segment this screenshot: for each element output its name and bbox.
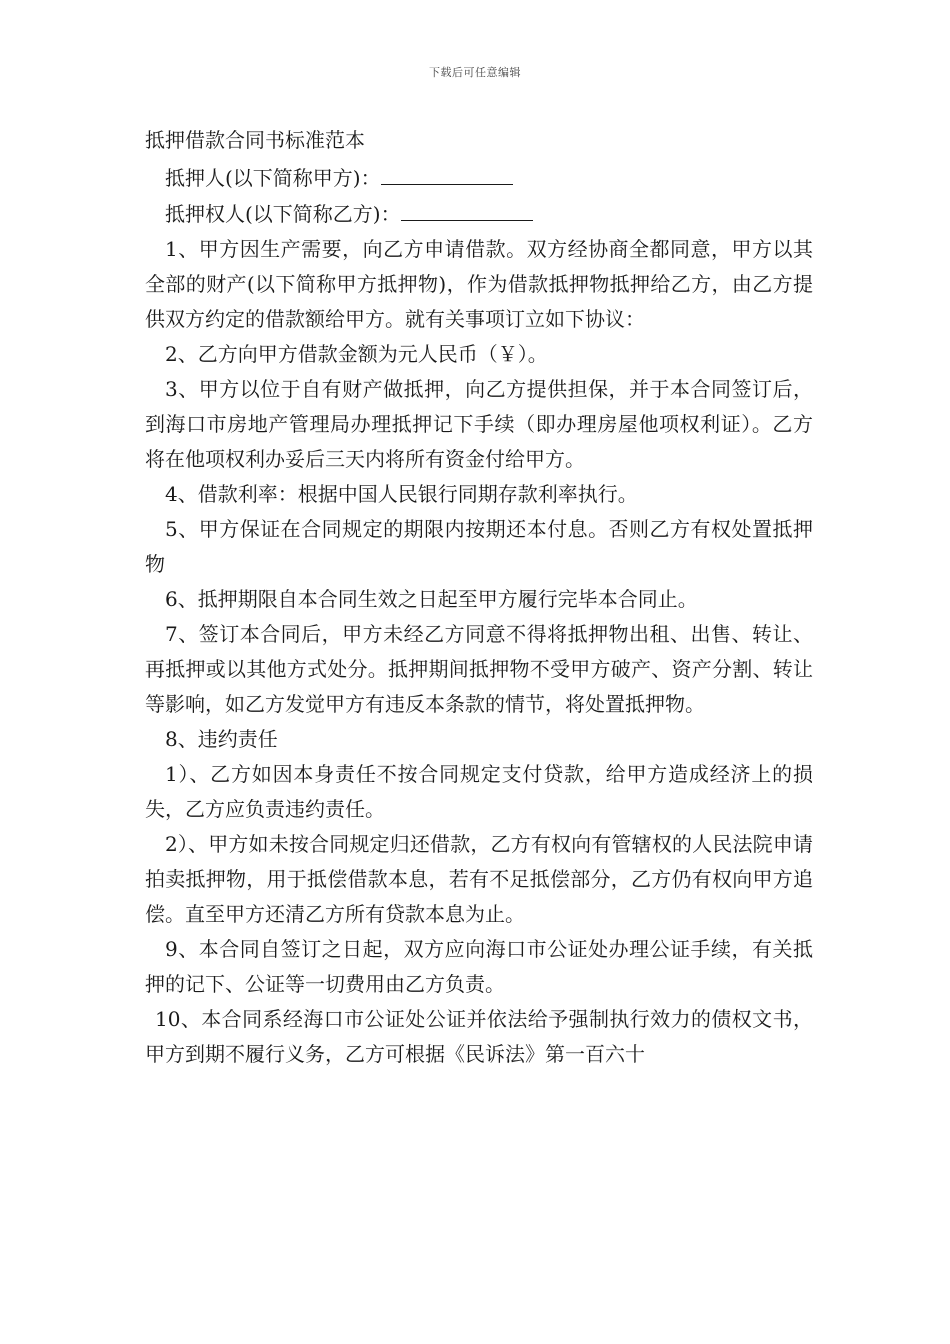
- party-mortgagor-blank: [381, 164, 513, 185]
- clause-8-2: 2）、甲方如未按合同规定归还借款，乙方有权向有管辖权的人民法院申请拍卖抵押物，用于抵偿借款本息，若有不足抵偿部分，乙方仍有权向甲方追偿。直至甲方还清乙方所有贷款本息为止。: [145, 832, 813, 926]
- party-mortgagee: [145, 196, 813, 232]
- clause-9: 9、本合同自签订之日起，双方应向海口市公证处办理公证手续，有关抵押的记下、公证等一切费用由乙方负责。: [145, 937, 813, 996]
- clause-4: 4、借款利率：根据中国人民银行同期存款利率执行。: [165, 482, 638, 506]
- clause-10: 10、本合同系经海口市公证处公证并依法给予强制执行效力的债权文书，甲方到期不履行义务，乙方可根据《民诉法》第一百六十: [145, 1007, 813, 1066]
- party-mortgagee-label: 抵押权人(以下简称乙方)：: [165, 202, 401, 226]
- party-mortgagor: [145, 160, 813, 196]
- party-mortgagee-blank: [401, 200, 533, 221]
- clause-5: 5、甲方保证在合同规定的期限内按期还本付息。否则乙方有权处置抵押物: [145, 517, 813, 576]
- clause-3: 3、甲方以位于自有财产做抵押，向乙方提供担保，并于本合同签订后，到海口市房地产管理局办理抵押记下手续（即办理房屋他项权利证）。乙方将在他项权利办妥后三天内将所有资金付给甲方。: [145, 377, 813, 471]
- clause-7: 7、签订本合同后，甲方未经乙方同意不得将抵押物出租、出售、转让、再抵押或以其他方式处分。抵押期间抵押物不受甲方破产、资产分割、转让等影响，如乙方发觉甲方有违反本条款的情节，将处置抵押物。: [145, 622, 813, 716]
- document-title: 抵押借款合同书标准范本: [145, 128, 365, 152]
- clause-6: 6、抵押期限自本合同生效之日起至甲方履行完毕本合同止。: [165, 587, 698, 611]
- clause-1: 1、甲方因生产需要，向乙方申请借款。双方经协商全都同意，甲方以其全部的财产(以下简称甲方抵押物)，作为借款抵押物抵押给乙方，由乙方提供双方约定的借款额给甲方。就有关事项订立如下协议：: [145, 237, 813, 331]
- document-body: [145, 124, 813, 1072]
- party-mortgagor-label: 抵押人(以下简称甲方)：: [165, 166, 381, 190]
- header-note: 下载后可任意编辑: [429, 66, 521, 79]
- clause-8: 8、违约责任: [165, 727, 278, 751]
- clause-8-1: 1）、乙方如因本身责任不按合同规定支付贷款，给甲方造成经济上的损失，乙方应负责违约责任。: [145, 762, 813, 821]
- clause-2: 2、乙方向甲方借款金额为元人民币（￥）。: [165, 342, 548, 366]
